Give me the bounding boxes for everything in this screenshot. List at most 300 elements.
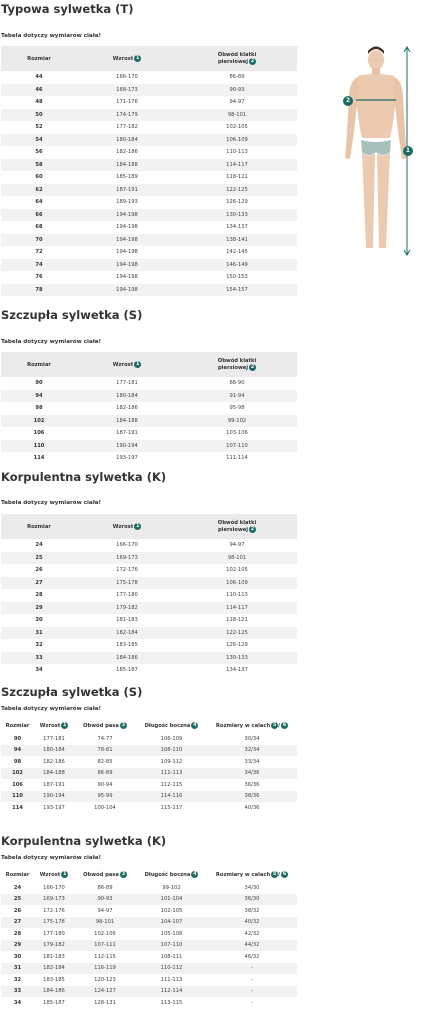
value-cell: 138-141 bbox=[177, 234, 297, 247]
header-inseam: Długość boczna 4 bbox=[136, 718, 207, 733]
value-cell: 182-186 bbox=[43, 758, 65, 765]
table-row bbox=[1, 284, 297, 297]
size-table-k2 bbox=[1, 867, 297, 1009]
value-cell: 171-176 bbox=[116, 99, 138, 106]
badge-2-icon: 2 bbox=[250, 364, 255, 370]
header-chest: Obwód klatki piersiowej 2 bbox=[177, 514, 297, 539]
size-cell: 74 bbox=[1, 259, 77, 272]
table-row bbox=[1, 171, 297, 184]
size-cell: 114 bbox=[12, 804, 23, 811]
value-cell: 182-186 bbox=[116, 405, 138, 412]
badge-chest-icon: 2 bbox=[343, 96, 353, 106]
table-row bbox=[1, 577, 297, 590]
header-size: Rozmiar bbox=[1, 352, 77, 377]
table-row bbox=[1, 639, 297, 652]
value-cell: 174-179 bbox=[77, 109, 177, 122]
header-size: Rozmiar bbox=[1, 514, 77, 539]
header-height: Wzrost 1 bbox=[34, 867, 74, 882]
value-cell: - bbox=[251, 976, 253, 983]
value-cell: 78-81 bbox=[74, 745, 136, 757]
value-cell: 194-198 bbox=[116, 274, 138, 281]
header-inch-sizes: Rozmiary w calach 5 / 6 bbox=[207, 867, 297, 882]
value-cell: 86-89 bbox=[229, 74, 245, 81]
size-cell: 90 bbox=[35, 380, 43, 387]
table-row bbox=[1, 614, 297, 627]
value-cell: 44/32 bbox=[207, 940, 297, 952]
value-cell: 118-121 bbox=[226, 617, 248, 624]
value-cell: 177-180 bbox=[43, 930, 65, 937]
value-cell: 106-109 bbox=[177, 577, 297, 590]
table-row bbox=[1, 779, 297, 791]
table-row bbox=[1, 84, 297, 97]
size-cell: 32 bbox=[13, 976, 22, 983]
value-cell: 169-173 bbox=[77, 552, 177, 565]
size-table-s bbox=[1, 352, 297, 465]
size-cell: 48 bbox=[35, 99, 43, 106]
value-cell: 184-186 bbox=[34, 986, 74, 998]
value-cell: 114-117 bbox=[177, 159, 297, 172]
value-cell: 111-113 bbox=[136, 768, 207, 780]
value-cell: 193-197 bbox=[43, 804, 65, 811]
size-cell: 29 bbox=[1, 602, 77, 615]
size-cell: 31 bbox=[1, 627, 77, 640]
value-cell: - bbox=[207, 963, 297, 975]
value-cell: 104-107 bbox=[136, 917, 207, 929]
value-cell: 98-101 bbox=[177, 552, 297, 565]
table-row bbox=[1, 928, 297, 940]
badge-4-icon: 4 bbox=[193, 722, 197, 728]
badge-5-icon: 5 bbox=[272, 722, 277, 728]
table-row bbox=[1, 986, 297, 998]
table-row bbox=[1, 664, 297, 677]
value-cell: 91-94 bbox=[177, 390, 297, 403]
table-row bbox=[1, 121, 297, 134]
value-cell: 110-113 bbox=[226, 149, 248, 156]
table-row bbox=[1, 234, 297, 247]
value-cell: 182-184 bbox=[77, 627, 177, 640]
table-row bbox=[1, 733, 297, 745]
table-row bbox=[1, 96, 297, 109]
size-cell: 94 bbox=[1, 745, 34, 757]
value-cell: 30/34 bbox=[244, 735, 260, 742]
value-cell: 166-170 bbox=[43, 884, 65, 891]
value-cell: 175-178 bbox=[77, 577, 177, 590]
badge-2-icon: 2 bbox=[250, 526, 255, 532]
size-cell: 30 bbox=[35, 617, 43, 624]
value-cell: 184-186 bbox=[77, 652, 177, 665]
table-row bbox=[1, 745, 297, 757]
value-cell: 90-93 bbox=[74, 894, 136, 906]
value-cell: 94-97 bbox=[229, 99, 245, 106]
badge-6-icon: 6 bbox=[282, 722, 287, 728]
value-cell: 95-98 bbox=[229, 405, 245, 412]
value-cell: 94-97 bbox=[97, 907, 113, 914]
size-cell: 26 bbox=[13, 907, 22, 914]
size-cell: 98 bbox=[13, 758, 22, 765]
header-chest: Obwód klatki piersiowej 2 bbox=[177, 46, 297, 71]
value-cell: 107-110 bbox=[136, 940, 207, 952]
value-cell: 172-176 bbox=[43, 907, 65, 914]
value-cell: 184-188 bbox=[34, 768, 74, 780]
table-row bbox=[1, 271, 297, 284]
table-row bbox=[1, 997, 297, 1009]
value-cell: 46/32 bbox=[244, 953, 260, 960]
value-cell: 90-94 bbox=[97, 781, 113, 788]
value-cell: 146-149 bbox=[177, 259, 297, 272]
value-cell: 34/36 bbox=[207, 768, 297, 780]
value-cell: 194-198 bbox=[116, 249, 138, 256]
value-cell: 128-131 bbox=[94, 999, 116, 1006]
table-row bbox=[1, 882, 297, 894]
size-cell: 70 bbox=[1, 234, 77, 247]
value-cell: 169-173 bbox=[34, 894, 74, 906]
value-cell: - bbox=[207, 986, 297, 998]
value-cell: 38/36 bbox=[207, 791, 297, 803]
table-row bbox=[1, 894, 297, 906]
section-title: Szczupła sylwetka (S) bbox=[1, 308, 143, 322]
value-cell: 194-198 bbox=[77, 259, 177, 272]
table-row bbox=[1, 539, 297, 552]
value-cell: 177-182 bbox=[116, 124, 138, 131]
table-row bbox=[1, 159, 297, 172]
table-row bbox=[1, 602, 297, 615]
size-cell: 31 bbox=[1, 963, 34, 975]
table-row bbox=[1, 940, 297, 952]
value-cell: 194-198 bbox=[77, 209, 177, 222]
size-cell: 68 bbox=[35, 224, 43, 231]
section-subtitle: Tabela dotyczy wymiarów ciała! bbox=[1, 706, 102, 712]
value-cell: 108-111 bbox=[160, 953, 183, 960]
table-row bbox=[1, 802, 297, 814]
value-cell: 166-170 bbox=[116, 74, 138, 81]
value-cell: 36/30 bbox=[207, 894, 297, 906]
table-row bbox=[1, 791, 297, 803]
value-cell: 33/34 bbox=[244, 758, 260, 765]
value-cell: 126-129 bbox=[226, 642, 248, 649]
value-cell: 177-180 bbox=[116, 592, 138, 599]
size-cell: 54 bbox=[1, 134, 77, 147]
size-cell: 50 bbox=[1, 109, 77, 122]
size-cell: 34 bbox=[13, 999, 22, 1006]
value-cell: 154-157 bbox=[177, 284, 297, 297]
value-cell: 134-137 bbox=[226, 224, 248, 231]
value-cell: 106-109 bbox=[177, 134, 297, 147]
badge-2-icon: 2 bbox=[250, 58, 255, 64]
value-cell: 36/36 bbox=[244, 781, 260, 788]
value-cell: 185-189 bbox=[116, 174, 138, 181]
value-cell: 86-89 bbox=[97, 884, 113, 891]
size-cell: 94 bbox=[1, 390, 77, 403]
value-cell: 110-113 bbox=[226, 592, 248, 599]
value-cell: 86-89 bbox=[74, 768, 136, 780]
table-row bbox=[1, 246, 297, 259]
value-cell: 183-185 bbox=[116, 642, 138, 649]
value-cell: 122-125 bbox=[177, 627, 297, 640]
size-cell: 98 bbox=[35, 405, 43, 412]
value-cell: 111-114 bbox=[226, 455, 248, 462]
header-height: Wzrost 1 bbox=[34, 718, 74, 733]
value-cell: 111-113 bbox=[160, 976, 183, 983]
table-row bbox=[1, 221, 297, 234]
value-cell: 122-125 bbox=[177, 184, 297, 197]
size-cell: 66 bbox=[1, 209, 77, 222]
value-cell: 180-184 bbox=[77, 390, 177, 403]
value-cell: 187-191 bbox=[77, 184, 177, 197]
header-size: Rozmiar bbox=[1, 867, 34, 882]
size-cell: 110 bbox=[1, 791, 34, 803]
size-cell: 33 bbox=[1, 652, 77, 665]
size-cell: 28 bbox=[35, 592, 43, 599]
header-inseam: Długość boczna 4 bbox=[136, 867, 207, 882]
value-cell: 115-117 bbox=[160, 804, 183, 811]
table-row bbox=[1, 427, 297, 440]
value-cell: 177-181 bbox=[43, 735, 65, 742]
table-row bbox=[1, 146, 297, 159]
size-cell: 110 bbox=[1, 440, 77, 453]
table-row bbox=[1, 552, 297, 565]
size-cell: 102 bbox=[1, 415, 77, 428]
badge-4-icon: 4 bbox=[193, 871, 197, 877]
value-cell: 142-145 bbox=[226, 249, 248, 256]
table-row bbox=[1, 259, 297, 272]
value-cell: 126-129 bbox=[226, 199, 248, 206]
value-cell: 185-187 bbox=[43, 999, 65, 1006]
size-cell: 102 bbox=[1, 768, 34, 780]
value-cell: 34/30 bbox=[244, 884, 260, 891]
value-cell: 113-115 bbox=[160, 999, 183, 1006]
value-cell: 88-90 bbox=[229, 380, 245, 387]
section-subtitle: Tabela dotyczy wymiarów ciała! bbox=[1, 33, 102, 39]
header-size: Rozmiar bbox=[1, 46, 77, 71]
value-cell: 106-109 bbox=[160, 735, 183, 742]
value-cell: 109-112 bbox=[160, 758, 183, 765]
value-cell: 114-116 bbox=[136, 791, 207, 803]
value-cell: 194-198 bbox=[116, 224, 138, 231]
size-cell: 72 bbox=[35, 249, 43, 256]
value-cell: 102-106 bbox=[94, 930, 116, 937]
table-row bbox=[1, 377, 297, 390]
table-row bbox=[1, 627, 297, 640]
value-cell: 74-77 bbox=[97, 735, 113, 742]
table-row bbox=[1, 402, 297, 415]
table-row bbox=[1, 917, 297, 929]
badge-1-icon: 1 bbox=[136, 55, 140, 61]
header-height: Wzrost 1 bbox=[77, 514, 177, 539]
value-cell: 124-127 bbox=[74, 986, 136, 998]
value-cell: 120-123 bbox=[94, 976, 116, 983]
value-cell: 95-99 bbox=[74, 791, 136, 803]
table-row bbox=[1, 768, 297, 780]
value-cell: 183-185 bbox=[43, 976, 65, 983]
value-cell: 150-153 bbox=[226, 274, 248, 281]
value-cell: 98-101 bbox=[177, 109, 297, 122]
value-cell: 130-133 bbox=[177, 209, 297, 222]
size-table-t bbox=[1, 46, 297, 296]
size-cell: 33 bbox=[1, 986, 34, 998]
size-cell: 46 bbox=[1, 84, 77, 97]
value-cell: 172-176 bbox=[116, 567, 138, 574]
value-cell: 187-191 bbox=[116, 430, 138, 437]
section-title: Korpulentna sylwetka (K) bbox=[1, 470, 167, 484]
value-cell: 38/32 bbox=[244, 907, 260, 914]
value-cell: 116-119 bbox=[74, 963, 136, 975]
value-cell: 182-186 bbox=[116, 149, 138, 156]
size-cell: 44 bbox=[35, 74, 43, 81]
header-height: Wzrost 1 bbox=[77, 46, 177, 71]
size-cell: 26 bbox=[35, 567, 43, 574]
value-cell: 82-85 bbox=[97, 758, 113, 765]
value-cell: 166-170 bbox=[116, 542, 138, 549]
badge-1-icon: 1 bbox=[63, 722, 67, 728]
value-cell: 99-102 bbox=[162, 884, 181, 891]
size-cell: 64 bbox=[35, 199, 43, 206]
section-subtitle: Tabela dotyczy wymiarów ciała! bbox=[1, 339, 102, 345]
value-cell: 168-173 bbox=[77, 84, 177, 97]
table-row bbox=[1, 196, 297, 209]
badge-3-icon: 3 bbox=[121, 722, 126, 728]
value-cell: 187-191 bbox=[43, 781, 65, 788]
value-cell: 193-197 bbox=[116, 455, 138, 462]
value-cell: 184-188 bbox=[77, 159, 177, 172]
value-cell: 118-121 bbox=[226, 174, 248, 181]
header-chest: Obwód klatki piersiowej 2 bbox=[177, 352, 297, 377]
value-cell: 180-184 bbox=[34, 745, 74, 757]
value-cell: 32/34 bbox=[207, 745, 297, 757]
size-cell: 106 bbox=[12, 781, 23, 788]
table-row bbox=[1, 589, 297, 602]
size-cell: 30 bbox=[13, 953, 22, 960]
size-cell: 32 bbox=[35, 642, 43, 649]
size-cell: 25 bbox=[1, 552, 77, 565]
section-title: Szczupła sylwetka (S) bbox=[1, 685, 143, 699]
badge-height-icon: 1 bbox=[403, 146, 413, 156]
value-cell: 101-104 bbox=[136, 894, 207, 906]
badge-1-icon: 1 bbox=[63, 871, 67, 877]
badge-5-icon: 5 bbox=[272, 871, 277, 877]
badge-6-icon: 6 bbox=[282, 871, 287, 877]
value-cell: 105-108 bbox=[160, 930, 183, 937]
section-subtitle: Tabela dotyczy wymiarów ciała! bbox=[1, 500, 102, 506]
value-cell: 90-93 bbox=[177, 84, 297, 97]
table-row bbox=[1, 951, 297, 963]
table-row bbox=[1, 109, 297, 122]
size-cell: 76 bbox=[35, 274, 43, 281]
value-cell: 112-115 bbox=[160, 781, 183, 788]
value-cell: - bbox=[251, 999, 253, 1006]
size-cell: 27 bbox=[1, 577, 77, 590]
value-cell: 194-198 bbox=[77, 284, 177, 297]
size-table-k bbox=[1, 514, 297, 677]
value-cell: 180-184 bbox=[77, 134, 177, 147]
size-cell: 90 bbox=[13, 735, 22, 742]
size-cell: 24 bbox=[13, 884, 22, 891]
table-row bbox=[1, 390, 297, 403]
value-cell: 110-112 bbox=[136, 963, 207, 975]
section-subtitle: Tabela dotyczy wymiarów ciała! bbox=[1, 855, 102, 861]
value-cell: 134-137 bbox=[226, 667, 248, 674]
value-cell: 181-183 bbox=[116, 617, 138, 624]
value-cell: 179-182 bbox=[77, 602, 177, 615]
value-cell: 175-178 bbox=[34, 917, 74, 929]
header-size: Rozmiar bbox=[1, 718, 34, 733]
size-cell: 114 bbox=[33, 455, 45, 462]
size-cell: 60 bbox=[35, 174, 43, 181]
table-row bbox=[1, 963, 297, 975]
size-cell: 27 bbox=[1, 917, 34, 929]
value-cell: 102-105 bbox=[160, 907, 183, 914]
value-cell: 102-105 bbox=[226, 124, 248, 131]
table-row bbox=[1, 564, 297, 577]
value-cell: 190-194 bbox=[34, 791, 74, 803]
size-cell: 58 bbox=[1, 159, 77, 172]
value-cell: 98-101 bbox=[74, 917, 136, 929]
size-cell: 29 bbox=[1, 940, 34, 952]
table-row bbox=[1, 756, 297, 768]
table-row bbox=[1, 440, 297, 453]
value-cell: 103-106 bbox=[226, 430, 248, 437]
value-cell: 94-97 bbox=[229, 542, 245, 549]
value-cell: 108-110 bbox=[136, 745, 207, 757]
value-cell: 42/32 bbox=[244, 930, 260, 937]
value-cell: 181-183 bbox=[43, 953, 65, 960]
table-row bbox=[1, 415, 297, 428]
value-cell: 114-117 bbox=[177, 602, 297, 615]
table-row bbox=[1, 974, 297, 986]
value-cell: 40/36 bbox=[244, 804, 260, 811]
header-waist: Obwód pasa 3 bbox=[74, 867, 136, 882]
value-cell: 185-187 bbox=[116, 667, 138, 674]
body-measurement-figure bbox=[330, 40, 422, 262]
value-cell: 107-110 bbox=[177, 440, 297, 453]
table-row bbox=[1, 209, 297, 222]
value-cell: 40/32 bbox=[207, 917, 297, 929]
table-row bbox=[1, 184, 297, 197]
size-cell: 106 bbox=[33, 430, 45, 437]
value-cell: 189-193 bbox=[116, 199, 138, 206]
value-cell: 190-194 bbox=[77, 440, 177, 453]
value-cell: 100-104 bbox=[94, 804, 116, 811]
badge-3-icon: 3 bbox=[121, 871, 126, 877]
section-title: Korpulentna sylwetka (K) bbox=[1, 834, 167, 848]
badge-1-icon: 1 bbox=[136, 361, 140, 367]
value-cell: 107-111 bbox=[74, 940, 136, 952]
size-cell: 56 bbox=[35, 149, 43, 156]
badge-1-icon: 1 bbox=[136, 523, 140, 529]
value-cell: 99-102 bbox=[177, 415, 297, 428]
value-cell: 179-182 bbox=[34, 940, 74, 952]
size-cell: 62 bbox=[1, 184, 77, 197]
value-cell: 177-181 bbox=[116, 380, 138, 387]
value-cell: 194-198 bbox=[77, 234, 177, 247]
value-cell: 184-188 bbox=[77, 415, 177, 428]
table-row bbox=[1, 71, 297, 84]
size-cell: 24 bbox=[35, 542, 43, 549]
value-cell: 130-133 bbox=[177, 652, 297, 665]
table-row bbox=[1, 452, 297, 465]
header-height: Wzrost 1 bbox=[77, 352, 177, 377]
table-row bbox=[1, 652, 297, 665]
value-cell: 112-114 bbox=[136, 986, 207, 998]
header-inch-sizes: Rozmiary w calach 5 / 6 bbox=[207, 718, 297, 733]
value-cell: 102-105 bbox=[226, 567, 248, 574]
value-cell: 182-184 bbox=[34, 963, 74, 975]
value-cell: 112-115 bbox=[94, 953, 116, 960]
table-row bbox=[1, 134, 297, 147]
header-waist: Obwód pasa 3 bbox=[74, 718, 136, 733]
section-title: Typowa sylwetka (T) bbox=[1, 2, 134, 16]
size-table-s2 bbox=[1, 718, 297, 814]
table-row bbox=[1, 905, 297, 917]
